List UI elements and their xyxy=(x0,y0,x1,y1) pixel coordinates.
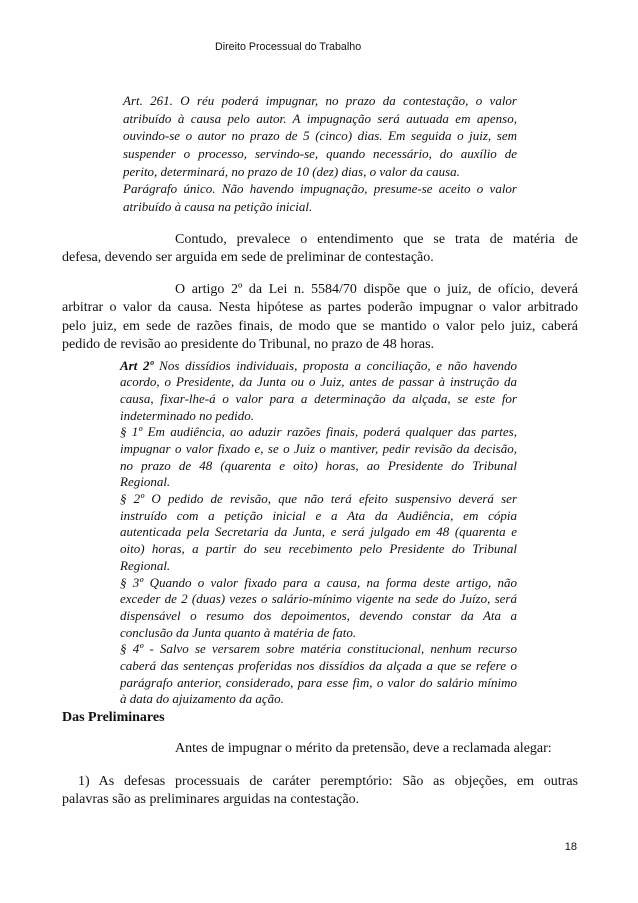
quote-line: instruído com a petição inicial e a Ata da Audiência, em cópia xyxy=(120,507,517,523)
quote-line: Regional. xyxy=(120,474,171,490)
paragraph-line: pelo juiz, em sede de razões finais, de modo que se mantido o valor pelo juiz, caberá xyxy=(62,318,578,334)
quote-art-2 xyxy=(120,358,517,708)
quote-line: suspender o processo, servindo-se, quando necessário, do auxílio de xyxy=(123,145,517,161)
paragraph-artigo-2 xyxy=(62,281,578,355)
quote-line: oito) horas, a partir do seu recebimento pelo Presidente do Tribunal xyxy=(120,541,517,557)
quote-line: conclusão da Junta quanto à matéria de fato. xyxy=(120,624,357,640)
quote-line: à data do ajuizamento da ação. xyxy=(120,691,284,707)
page-number: 18 xyxy=(564,841,577,853)
quote-line: dispensável o resumo dos depoimentos, devendo constar da Ata a xyxy=(120,607,517,623)
paragraph-line: Antes de impugnar o mérito da pretensão, deve a reclamada alegar: xyxy=(175,741,552,756)
quote-line: Parágrafo único. Não havendo impugnação, presume-se aceito o valor xyxy=(123,181,517,197)
quote-line: exceder de 2 (duas) vezes o salário-mínimo vigente na sede do Juízo, será xyxy=(120,591,517,607)
quote-line: indeterminado no pedido. xyxy=(120,407,254,423)
quote-line xyxy=(120,358,517,375)
quote-line: caberá das sentenças proferidas nos dissídios da alçada a que se refere o xyxy=(120,657,517,673)
quote-line: autenticada pela Secretaria da Junta, e será julgado em 48 (quarenta e xyxy=(120,524,517,540)
quote-line: causa, fixar-lhe-á o valor para a determinação da alçada, se este for xyxy=(120,390,517,406)
paragraph-line: pedido de revisão ao presidente do Tribunal, no prazo de 48 horas. xyxy=(62,336,435,352)
quote-line: ouvindo-se o autor no prazo de 5 (cinco) dias. Em seguida o juiz, sem xyxy=(123,128,517,144)
paragraph-line: Contudo, prevalece o entendimento que se trata de matéria de xyxy=(175,231,578,247)
quote-line: § 3º Quando o valor fixado para a causa, na forma deste artigo, não xyxy=(120,574,517,590)
list-item xyxy=(62,773,578,810)
section-intro xyxy=(62,740,578,758)
quote-line-text: Nos dissídios individuais, proposta a conciliação, e não havendo xyxy=(159,357,517,373)
quote-line: parágrafo anterior, considerado, para esse fim, o valor do salário mínimo xyxy=(120,674,517,690)
quote-line: acordo, o Presidente, da Junta ou o Juiz, antes de passar à instrução da xyxy=(120,374,517,390)
quote-line: § 1º Em audiência, ao aduzir razões finais, poderá qualquer das partes, xyxy=(120,424,517,440)
quote-line: § 4º - Salvo se versarem sobre matéria constitucional, nenhum recurso xyxy=(120,641,517,657)
quote-line: § 2º O pedido de revisão, que não terá efeito suspensivo deverá ser xyxy=(120,491,517,507)
paragraph-contudo xyxy=(62,231,578,268)
quote-line: Art. 261. O réu poderá impugnar, no prazo da contestação, o valor xyxy=(123,93,517,109)
section-heading: Das Preliminares xyxy=(62,710,165,725)
paragraph-line: arbitrar o valor da causa. Nesta hipótese as partes poderão impugnar o valor arbitrado xyxy=(62,300,578,316)
quote-line: atribuído à causa na petição inicial. xyxy=(123,198,313,214)
paragraph-line: defesa, devendo ser arguida em sede de preliminar de contestação. xyxy=(62,250,434,266)
paragraph-line: palavras são as preliminares arguidas na contestação. xyxy=(62,792,360,808)
quote-art-261 xyxy=(123,92,517,215)
quote-line: perito, determinará, no prazo de 10 (dez) dias, o valor da causa. xyxy=(123,163,460,179)
paragraph-line: 1) As defesas processuais de caráter peremptório: São as objeções, em outras xyxy=(78,773,578,789)
quote-line: atribuído à causa pelo autor. A impugnação será autuada em apenso, xyxy=(123,110,517,126)
quote-line: no prazo de 48 (quarenta e oito) horas, ao Presidente do Tribunal xyxy=(120,457,517,473)
article-label: Art 2º xyxy=(120,357,154,373)
quote-line: impugnar o valor fixado e, se o Juiz o mantiver, pedir revisão da decisão, xyxy=(120,441,517,457)
quote-line: Regional. xyxy=(120,557,171,573)
running-header: Direito Processual do Trabalho xyxy=(215,41,362,53)
paragraph-line: O artigo 2º da Lei n. 5584/70 dispõe que o juiz, de ofício, deverá xyxy=(175,281,578,297)
